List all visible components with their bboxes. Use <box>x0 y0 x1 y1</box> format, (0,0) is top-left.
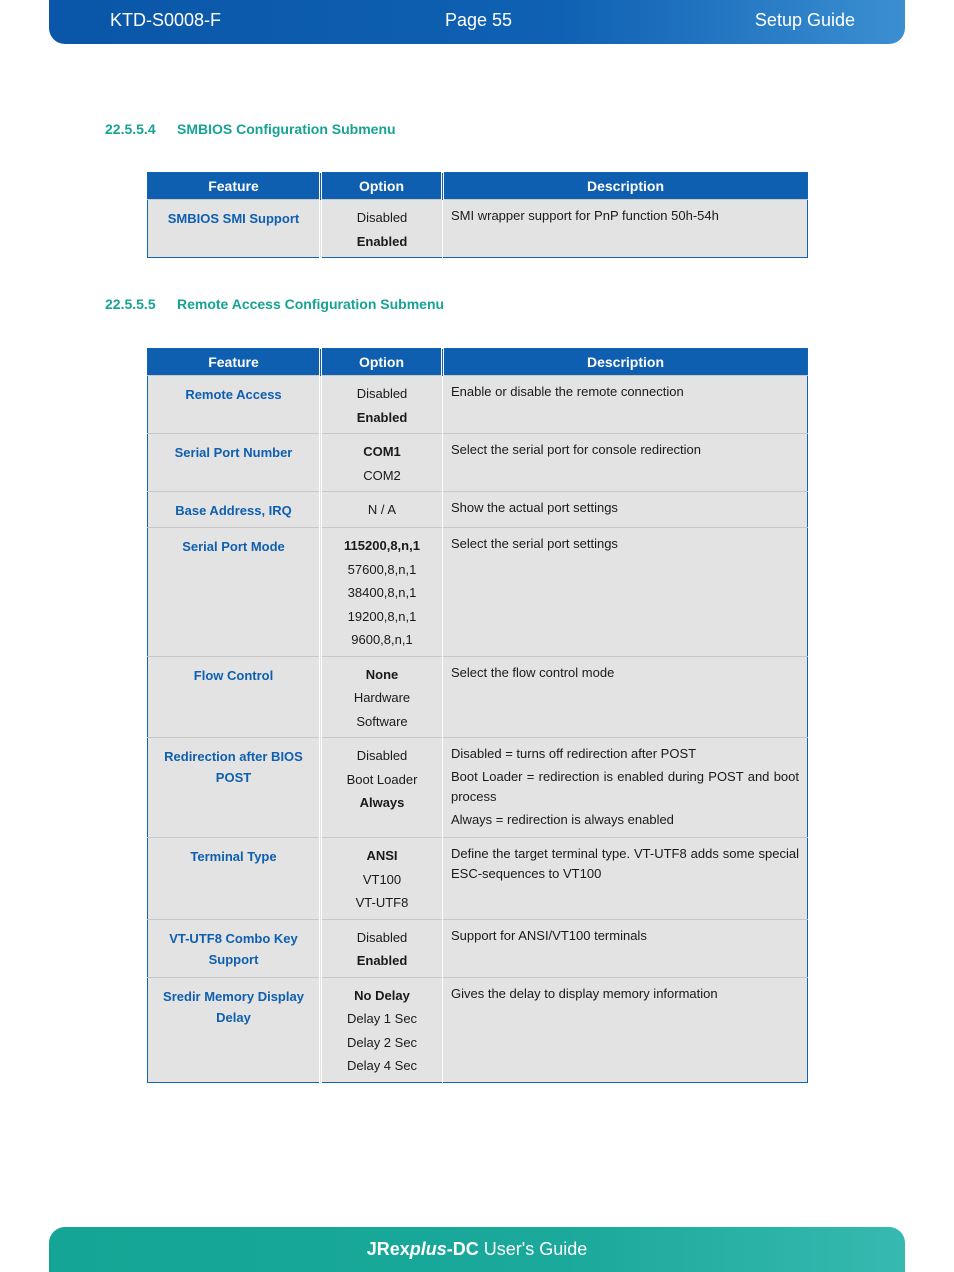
table-body <box>148 376 808 1083</box>
remote-access-table <box>147 348 808 1083</box>
feature-name: Sredir Memory Display Delay <box>148 977 321 1082</box>
table-row <box>148 376 808 434</box>
option-value: Delay 2 Sec <box>346 1034 418 1050</box>
description <box>443 434 808 492</box>
section-title: Remote Access Configuration Submenu <box>177 296 445 312</box>
option-value: Disabled <box>356 210 408 225</box>
option-value-default: Enabled <box>356 233 408 249</box>
option-list <box>321 919 443 977</box>
option-value-default: None <box>365 666 399 682</box>
feature-name: Serial Port Mode <box>148 528 321 657</box>
option-list <box>321 656 443 738</box>
description-line: Enable or disable the remote connection <box>451 384 684 399</box>
option-value: 9600,8,n,1 <box>351 632 413 647</box>
description <box>443 492 808 528</box>
footer-title <box>49 1239 905 1260</box>
column-header-description: Description <box>443 173 808 200</box>
feature-name: Base Address, IRQ <box>148 492 321 528</box>
option-value: 57600,8,n,1 <box>347 561 417 577</box>
description-line: Boot Loader = redirection is enabled during POST and boot process <box>451 769 799 804</box>
option-list <box>321 528 443 657</box>
option-value: Delay 1 Sec <box>346 1011 418 1026</box>
document-id: KTD-S0008-F <box>110 10 222 30</box>
table-row <box>148 738 808 838</box>
section-number: 22.5.5.5 <box>105 296 156 312</box>
option-value-default: 115200,8,n,1 <box>344 538 420 553</box>
description-line: Always = redirection is always enabled <box>451 812 674 827</box>
table-row <box>148 528 808 657</box>
brand-name-italic: plus <box>409 1239 447 1259</box>
description-line: SMI wrapper support for PnP function 50h-54h <box>451 208 719 223</box>
option-value: 38400,8,n,1 <box>347 585 417 600</box>
feature-name: SMBIOS SMI Support <box>148 200 321 258</box>
feature-name: Serial Port Number <box>148 434 321 492</box>
feature-name: Redirection after BIOS POST <box>148 738 321 838</box>
page-header <box>49 0 905 44</box>
section-heading-remote-access <box>105 296 444 312</box>
column-header-feature: Feature <box>148 349 321 376</box>
table-row <box>148 200 808 258</box>
option-value-default: Always <box>359 795 405 810</box>
section-heading-smbios <box>105 121 396 137</box>
description-line: Show the actual port settings <box>451 500 618 515</box>
table-row <box>148 977 808 1082</box>
option-list <box>321 838 443 920</box>
guide-section: Setup Guide <box>754 10 855 30</box>
description <box>443 200 808 258</box>
table-row <box>148 434 808 492</box>
option-value: VT-UTF8 <box>355 895 409 910</box>
option-list <box>321 738 443 838</box>
description-line: Support for ANSI/VT100 terminals <box>451 927 647 943</box>
option-value: Disabled <box>356 929 408 945</box>
description-line: Select the serial port settings <box>451 536 618 551</box>
description <box>443 738 808 838</box>
description <box>443 528 808 657</box>
option-value: Delay 4 Sec <box>346 1058 418 1073</box>
feature-name: VT-UTF8 Combo Key Support <box>148 919 321 977</box>
table-row <box>148 492 808 528</box>
option-value: Hardware <box>353 690 411 705</box>
description-line: Select the serial port for console redirection <box>451 442 702 457</box>
option-list <box>321 376 443 434</box>
smbios-table <box>147 172 808 258</box>
option-value-default: Enabled <box>356 409 408 425</box>
description-line: Gives the delay to display memory information <box>451 985 718 1001</box>
feature-name: Terminal Type <box>148 838 321 920</box>
option-value: 19200,8,n,1 <box>347 608 417 624</box>
section-title: SMBIOS Configuration Submenu <box>177 121 396 137</box>
description-line: Select the flow control mode <box>451 664 615 680</box>
table-row <box>148 919 808 977</box>
option-value: N / A <box>367 502 397 517</box>
option-value-default: Enabled <box>356 953 408 968</box>
option-list <box>321 977 443 1082</box>
option-value: Boot Loader <box>346 771 418 787</box>
option-value: Disabled <box>356 748 408 763</box>
option-list <box>321 492 443 528</box>
option-value: Software <box>356 713 408 729</box>
option-value-default: ANSI <box>366 848 398 863</box>
table-row <box>148 838 808 920</box>
brand-name-suffix: -DC <box>446 1239 479 1259</box>
description-line: Disabled = turns off redirection after POST <box>451 746 697 761</box>
section-number: 22.5.5.4 <box>105 121 156 137</box>
feature-name: Flow Control <box>148 656 321 738</box>
column-header-description: Description <box>443 349 808 376</box>
description <box>443 977 808 1082</box>
page-footer <box>49 1227 905 1272</box>
description <box>443 376 808 434</box>
option-value: COM2 <box>363 467 401 483</box>
description <box>443 919 808 977</box>
table-row <box>148 656 808 738</box>
description-line: Define the target terminal type. VT-UTF8 adds some special ESC-sequences to VT100 <box>451 846 799 881</box>
option-value-default: No Delay <box>354 987 410 1003</box>
brand-name: JRex <box>366 1239 410 1259</box>
column-header-option: Option <box>321 349 443 376</box>
option-list <box>321 434 443 492</box>
page-number: Page 55 <box>445 10 513 30</box>
column-header-option: Option <box>321 173 443 200</box>
description <box>443 656 808 738</box>
table-body <box>148 200 808 258</box>
description <box>443 838 808 920</box>
option-value-default: COM1 <box>363 444 401 459</box>
footer-text: User's Guide <box>478 1239 588 1259</box>
option-value: Disabled <box>356 386 408 401</box>
option-value: VT100 <box>362 871 402 887</box>
option-list <box>321 200 443 258</box>
feature-name: Remote Access <box>148 376 321 434</box>
column-header-feature: Feature <box>148 173 321 200</box>
